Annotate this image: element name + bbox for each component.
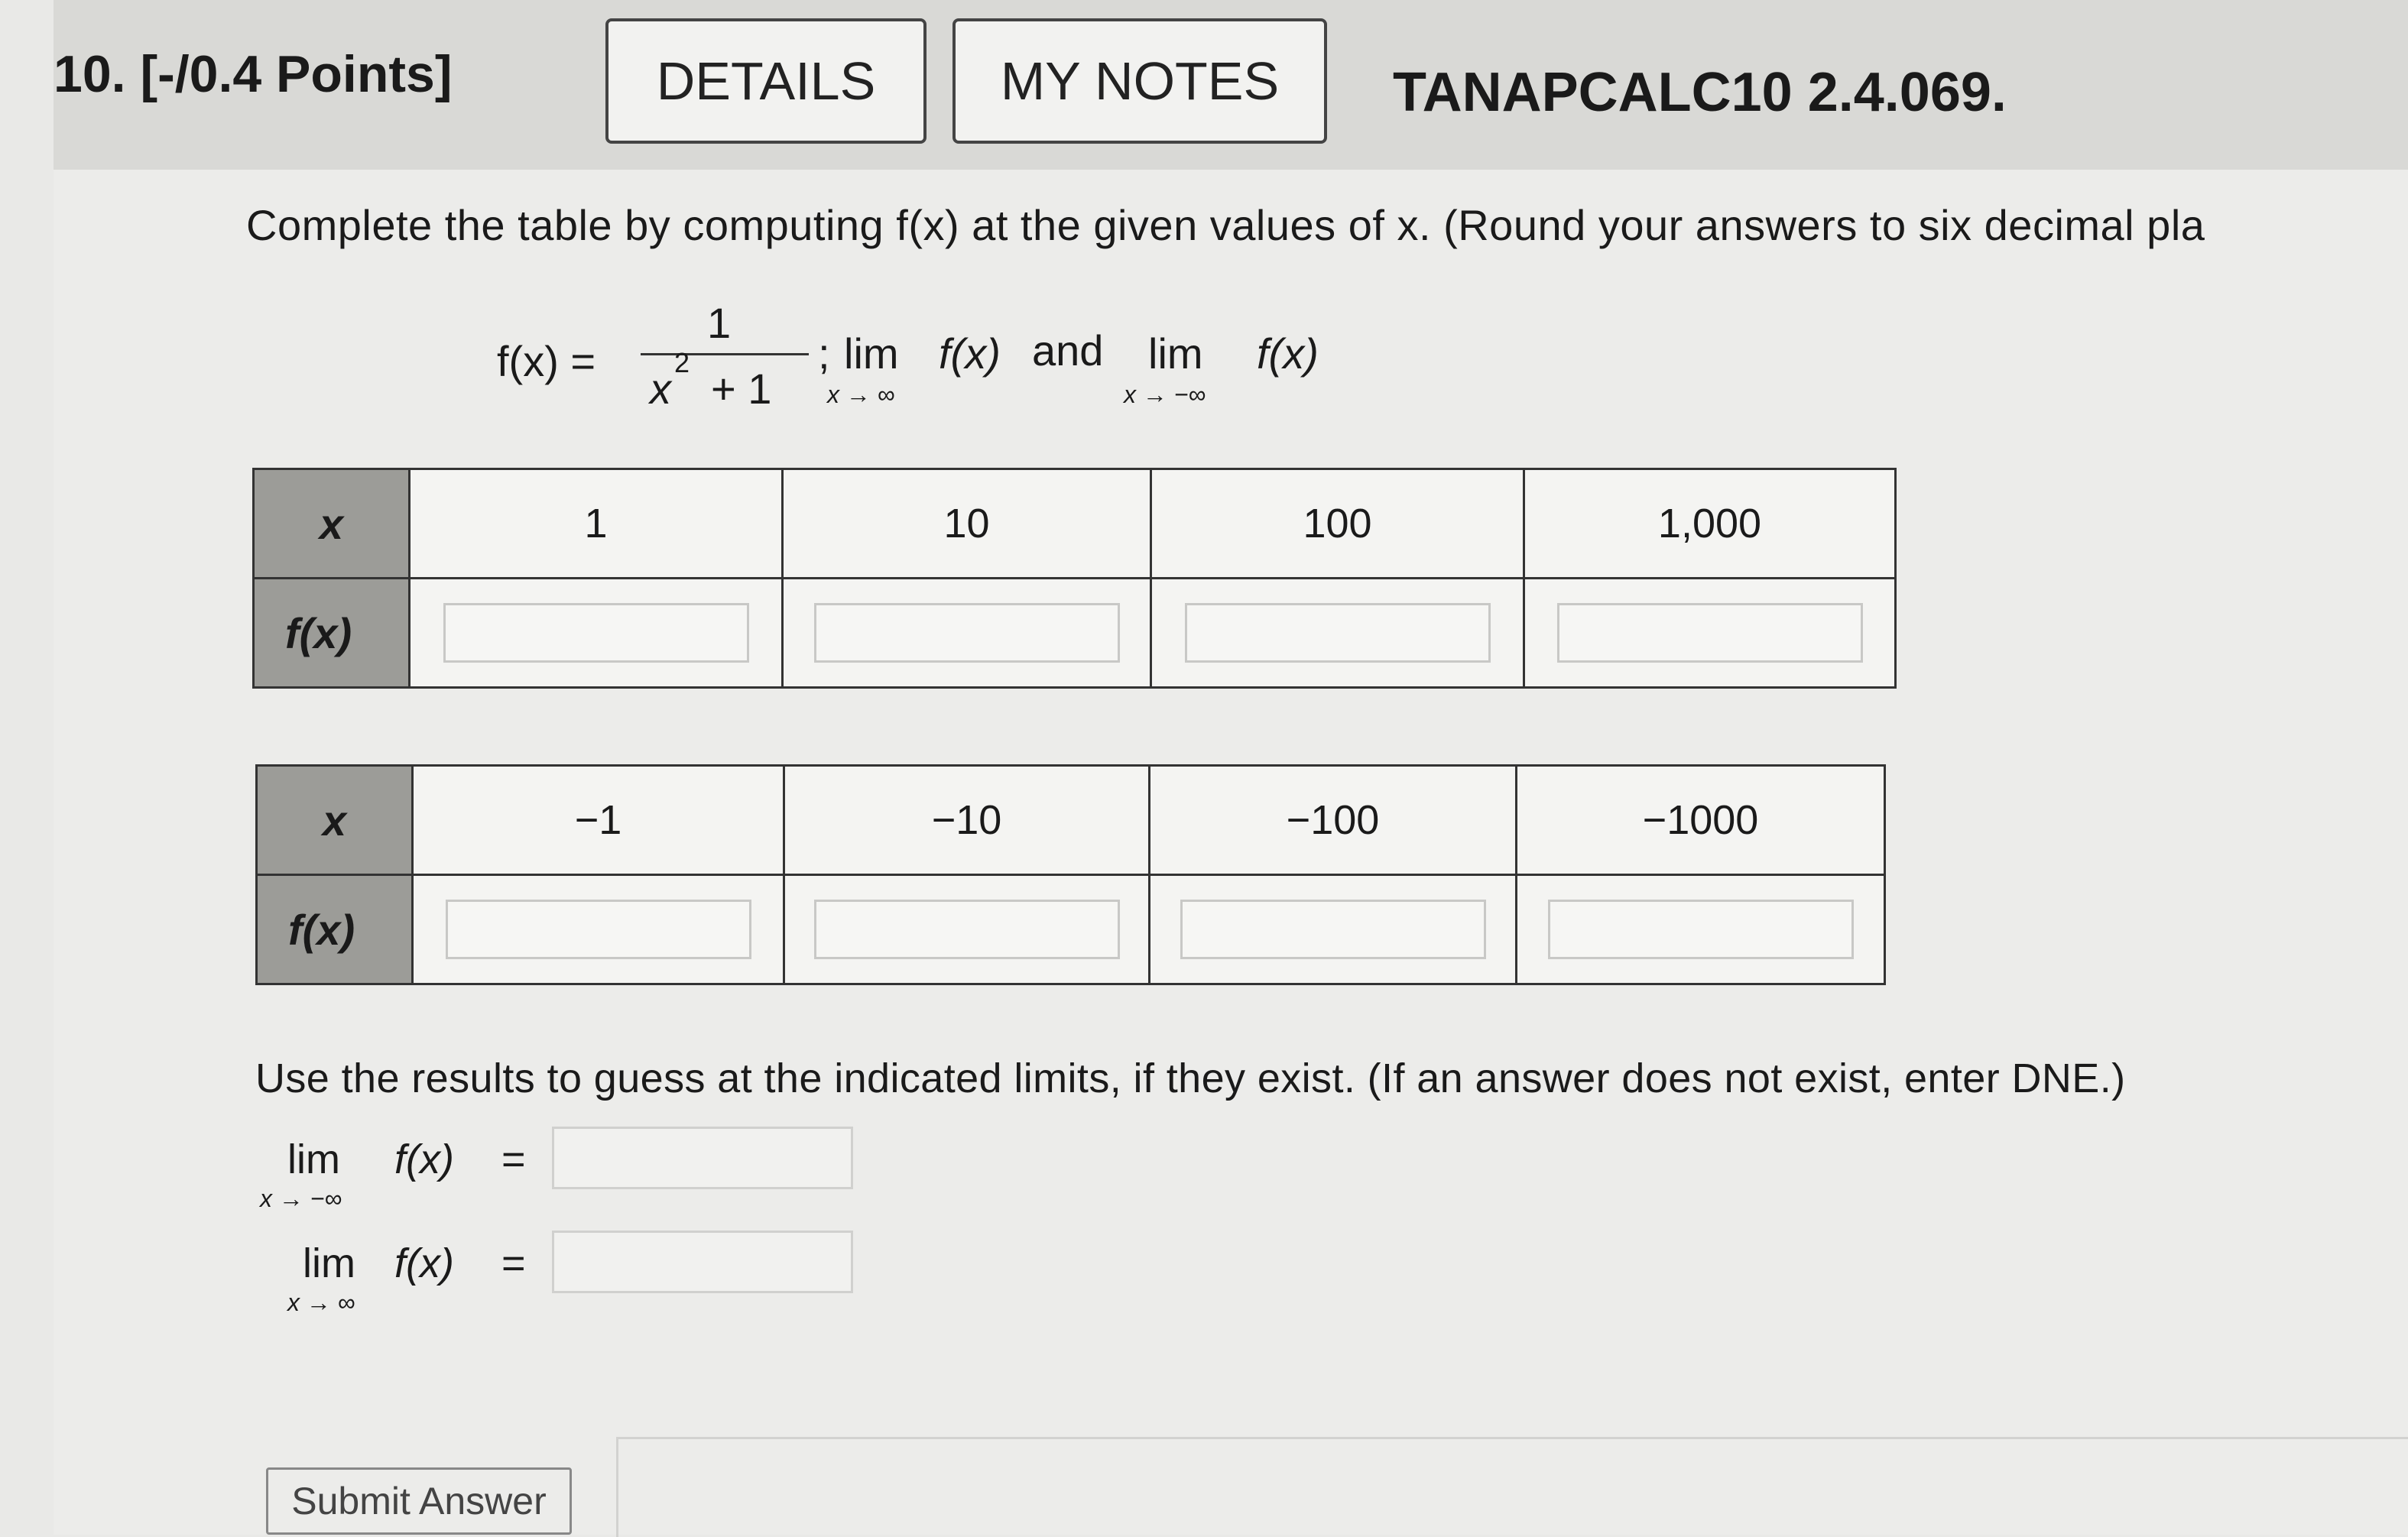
formula-lhs: f(x) = — [497, 337, 596, 385]
lim-fx: f(x) — [394, 1137, 454, 1182]
lim-subscript: x → −∞ — [260, 1185, 342, 1212]
table-row — [254, 469, 1896, 579]
x-value: 1,000 — [1524, 469, 1896, 579]
formula-lim2-subscript: x → −∞ — [1124, 381, 1206, 408]
limit-neg-infinity-input[interactable] — [552, 1127, 853, 1189]
fraction-bar — [641, 353, 809, 355]
x-value: −1000 — [1517, 766, 1885, 875]
fx-header: f(x) — [254, 579, 410, 688]
x-value: −1 — [413, 766, 784, 875]
fx-answer-cell — [1517, 875, 1885, 984]
x-value: 10 — [783, 469, 1151, 579]
lim-fx: f(x) — [394, 1240, 454, 1286]
fx-answer-input[interactable] — [1557, 603, 1863, 663]
equals-sign: = — [501, 1240, 526, 1286]
submit-answer-button[interactable]: Submit Answer — [266, 1467, 572, 1535]
limit-row-neg-infinity — [260, 1136, 871, 1235]
fx-answer-input[interactable] — [443, 603, 749, 663]
formula-denominator-tail: + 1 — [711, 365, 772, 413]
fx-answer-input[interactable] — [1185, 603, 1491, 663]
question-points: [-/0.4 Points] — [140, 45, 453, 103]
formula-lim2: lim — [1148, 329, 1203, 378]
table-row — [257, 875, 1885, 984]
x-value: −100 — [1150, 766, 1517, 875]
fx-answer-input[interactable] — [446, 900, 751, 959]
x-value: −10 — [784, 766, 1150, 875]
table-row — [257, 766, 1885, 875]
fx-answer-input[interactable] — [814, 603, 1120, 663]
positive-x-table — [252, 468, 1897, 689]
lim-word: lim — [303, 1240, 355, 1286]
formula-lim2-fx: f(x) — [1257, 329, 1319, 378]
limit-row-pos-infinity — [260, 1240, 871, 1339]
formula-separator: ; — [818, 329, 830, 378]
question-number: 10. — [54, 45, 126, 103]
fx-header: f(x) — [257, 875, 413, 984]
x-value: 1 — [410, 469, 783, 579]
fx-answer-cell — [1151, 579, 1524, 688]
question-number-and-points — [54, 44, 452, 104]
table-row — [254, 579, 1896, 688]
lim-subscript: x → ∞ — [287, 1289, 355, 1316]
question-prompt: Complete the table by computing f(x) at the given values of x. (Round your answers to six decimal pla — [246, 201, 2205, 249]
fx-answer-cell — [1150, 875, 1517, 984]
fx-answer-cell — [783, 579, 1151, 688]
x-header: x — [254, 469, 410, 579]
question-code: TANAPCALC10 2.4.069. — [1393, 62, 2007, 123]
formula-denominator-base: x — [650, 365, 671, 413]
formula-and: and — [1032, 326, 1104, 375]
equals-sign: = — [501, 1137, 526, 1182]
fx-answer-cell — [410, 579, 783, 688]
negative-x-table — [255, 764, 1886, 985]
formula-numerator: 1 — [707, 299, 732, 347]
fx-answer-input[interactable] — [1548, 900, 1854, 959]
limit-pos-infinity-input[interactable] — [552, 1231, 853, 1293]
fx-answer-input[interactable] — [1180, 900, 1486, 959]
lim-word: lim — [287, 1137, 340, 1182]
x-value: 100 — [1151, 469, 1524, 579]
x-header: x — [257, 766, 413, 875]
fx-answer-cell — [413, 875, 784, 984]
fx-answer-cell — [1524, 579, 1896, 688]
my-notes-button[interactable]: MY NOTES — [952, 18, 1327, 144]
answer-feedback-area — [616, 1437, 2408, 1537]
formula-lim1-fx: f(x) — [939, 329, 1001, 378]
formula-lim1: lim — [844, 329, 899, 378]
fx-answer-input[interactable] — [814, 900, 1120, 959]
formula-lim1-subscript: x → ∞ — [827, 381, 895, 408]
limits-prompt: Use the results to guess at the indicated limits, if they exist. (If an answer does not exist, enter DNE.) — [255, 1055, 2126, 1101]
fx-answer-cell — [784, 875, 1150, 984]
formula-denominator-exponent: 2 — [674, 347, 690, 378]
details-button[interactable]: DETAILS — [605, 18, 927, 144]
